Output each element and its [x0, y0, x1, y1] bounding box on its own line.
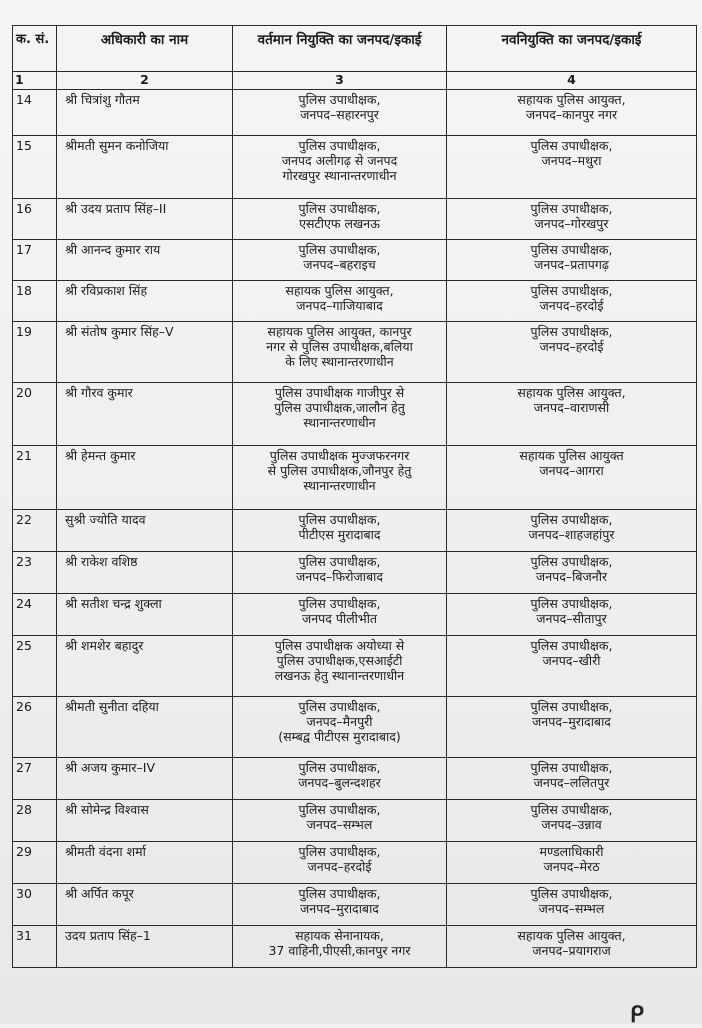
- current-posting-line: पुलिस उपाधीक्षक,: [298, 760, 381, 775]
- new-posting-line: जनपद–ललितपुर: [533, 775, 610, 790]
- current-posting-line: पुलिस उपाधीक्षक,: [298, 554, 381, 569]
- officer-name-cell: श्री संतोष कुमार सिंह–V: [57, 322, 233, 383]
- new-posting-cell: [447, 636, 697, 697]
- new-posting-cell: [447, 136, 697, 199]
- current-posting-cell: [233, 281, 447, 322]
- current-posting-line: पुलिस उपाधीक्षक गाजीपुर से: [274, 385, 405, 400]
- column-number-row: [13, 72, 697, 90]
- table-row: [13, 697, 697, 758]
- serial-number-cell: 18: [13, 281, 57, 322]
- current-posting-line: पुलिस उपाधीक्षक,: [298, 844, 381, 859]
- officer-name-cell: श्रीमती सुमन कनोजिया: [57, 136, 233, 199]
- table-row: [13, 240, 697, 281]
- current-posting-line: गोरखपुर स्थानान्तरणाधीन: [282, 168, 397, 183]
- new-posting-cell: [447, 697, 697, 758]
- current-posting-line: जनपद–बुलन्दशहर: [298, 775, 381, 790]
- current-posting-line: पुलिस उपाधीक्षक मुज्जफरनगर: [269, 448, 410, 463]
- new-posting-line: पुलिस उपाधीक्षक,: [530, 638, 613, 653]
- current-posting-line: स्थानान्तरणाधीन: [303, 478, 376, 493]
- serial-number-cell: 26: [13, 697, 57, 758]
- officer-name-cell: सुश्री ज्योति यादव: [57, 510, 233, 552]
- officer-name-cell: उदय प्रताप सिंह–1: [57, 926, 233, 968]
- current-posting-cell: [233, 758, 447, 800]
- new-posting-line: जनपद–शाहजहांपुर: [528, 527, 615, 542]
- serial-number-cell: 15: [13, 136, 57, 199]
- new-posting-cell: [447, 322, 697, 383]
- current-posting-line: पुलिस उपाधीक्षक,: [298, 242, 381, 257]
- table-row: [13, 90, 697, 136]
- new-posting-line: पुलिस उपाधीक्षक,: [530, 760, 613, 775]
- page-mark: ᑭ: [630, 1002, 644, 1028]
- current-posting-cell: [233, 697, 447, 758]
- column-number: 2: [57, 72, 233, 90]
- table-row: [13, 383, 697, 446]
- current-posting-cell: [233, 383, 447, 446]
- column-number: 1: [13, 72, 57, 90]
- serial-number-cell: 25: [13, 636, 57, 697]
- current-posting-cell: [233, 322, 447, 383]
- new-posting-line: पुलिस उपाधीक्षक,: [530, 512, 613, 527]
- header-serial: क. सं.: [13, 26, 57, 72]
- new-posting-cell: [447, 281, 697, 322]
- current-posting-line: पुलिस उपाधीक्षक अयोध्या से: [274, 638, 405, 653]
- current-posting-cell: [233, 636, 447, 697]
- serial-number-cell: 30: [13, 884, 57, 926]
- current-posting-line: जनपद–बहराइच: [303, 257, 376, 272]
- current-posting-line: जनपद पीलीभीत: [301, 611, 378, 626]
- current-posting-line: सहायक पुलिस आयुक्त, कानपुर: [267, 324, 412, 339]
- current-posting-cell: [233, 842, 447, 884]
- table-row: [13, 281, 697, 322]
- officer-name-cell: श्री राकेश वशिष्ठ: [57, 552, 233, 594]
- column-number: 3: [233, 72, 447, 90]
- current-posting-line: पुलिस उपाधीक्षक,: [298, 802, 381, 817]
- new-posting-cell: [447, 800, 697, 842]
- header-new-posting: नवनियुक्ति का जनपद/इकाई: [447, 26, 697, 72]
- new-posting-line: पुलिस उपाधीक्षक,: [530, 886, 613, 901]
- serial-number-cell: 20: [13, 383, 57, 446]
- serial-number-cell: 14: [13, 90, 57, 136]
- new-posting-line: पुलिस उपाधीक्षक,: [530, 324, 613, 339]
- table-row: [13, 926, 697, 968]
- new-posting-line: जनपद–हरदोई: [539, 298, 604, 313]
- table-row: [13, 594, 697, 636]
- officer-name-cell: श्री गौरव कुमार: [57, 383, 233, 446]
- header-row: [13, 26, 697, 72]
- officer-name-cell: श्रीमती सुनीता दहिया: [57, 697, 233, 758]
- current-posting-line: जनपद–हरदोई: [307, 859, 372, 874]
- new-posting-line: पुलिस उपाधीक्षक,: [530, 201, 613, 216]
- new-posting-cell: [447, 240, 697, 281]
- current-posting-cell: [233, 800, 447, 842]
- current-posting-line: सहायक पुलिस आयुक्त,: [285, 283, 394, 298]
- current-posting-cell: [233, 199, 447, 240]
- current-posting-line: जनपद–सहारनपुर: [300, 107, 379, 122]
- table-row: [13, 758, 697, 800]
- new-posting-line: सहायक पुलिस आयुक्त: [519, 448, 624, 463]
- officer-name-cell: श्री सोमेन्द्र विश्वास: [57, 800, 233, 842]
- current-posting-line: जनपद–सम्भल: [306, 817, 373, 832]
- new-posting-line: जनपद–मेरठ: [543, 859, 600, 874]
- new-posting-cell: [447, 446, 697, 510]
- new-posting-line: जनपद–उन्नाव: [541, 817, 602, 832]
- new-posting-line: सहायक पुलिस आयुक्त,: [517, 92, 626, 107]
- new-posting-line: सहायक पुलिस आयुक्त,: [517, 928, 626, 943]
- current-posting-cell: [233, 136, 447, 199]
- officer-name-cell: श्री चित्रांशु गौतम: [57, 90, 233, 136]
- serial-number-cell: 28: [13, 800, 57, 842]
- current-posting-cell: [233, 594, 447, 636]
- serial-number-cell: 17: [13, 240, 57, 281]
- serial-number-cell: 16: [13, 199, 57, 240]
- new-posting-line: जनपद–कानपुर नगर: [525, 107, 618, 122]
- new-posting-line: जनपद–मुरादाबाद: [532, 714, 611, 729]
- column-number: 4: [447, 72, 697, 90]
- officer-name-cell: श्री शमशेर बहादुर: [57, 636, 233, 697]
- new-posting-line: जनपद–हरदोई: [539, 339, 604, 354]
- new-posting-line: पुलिस उपाधीक्षक,: [530, 802, 613, 817]
- current-posting-line: नगर से पुलिस उपाधीक्षक,बलिया: [266, 339, 413, 354]
- new-posting-cell: [447, 90, 697, 136]
- new-posting-line: पुलिस उपाधीक्षक,: [530, 138, 613, 153]
- current-posting-cell: [233, 510, 447, 552]
- table-row: [13, 636, 697, 697]
- current-posting-line: एसटीएफ लखनऊ: [299, 216, 380, 231]
- current-posting-line: (सम्बद्व पीटीएस मुरादाबाद): [278, 729, 401, 744]
- current-posting-line: पीटीएस मुरादाबाद: [298, 527, 381, 542]
- current-posting-cell: [233, 240, 447, 281]
- current-posting-line: स्थानान्तरणाधीन: [303, 415, 376, 430]
- table-row: [13, 884, 697, 926]
- current-posting-line: पुलिस उपाधीक्षक,जालौन हेतु: [274, 400, 405, 415]
- serial-number-cell: 21: [13, 446, 57, 510]
- new-posting-cell: [447, 594, 697, 636]
- officer-name-cell: श्री अजय कुमार–IV: [57, 758, 233, 800]
- current-posting-line: पुलिस उपाधीक्षक,: [298, 92, 381, 107]
- new-posting-cell: [447, 758, 697, 800]
- current-posting-line: पुलिस उपाधीक्षक,: [298, 138, 381, 153]
- new-posting-line: जनपद–गोरखपुर: [534, 216, 609, 231]
- new-posting-line: जनपद–बिजनौर: [535, 569, 608, 584]
- new-posting-line: पुलिस उपाधीक्षक,: [530, 596, 613, 611]
- table-row: [13, 446, 697, 510]
- current-posting-line: जनपद–गाजियाबाद: [296, 298, 383, 313]
- officer-name-cell: श्री उदय प्रताप सिंह–II: [57, 199, 233, 240]
- current-posting-line: पुलिस उपाधीक्षक,: [298, 886, 381, 901]
- new-posting-line: पुलिस उपाधीक्षक,: [530, 699, 613, 714]
- header-officer-name: अधिकारी का नाम: [57, 26, 233, 72]
- current-posting-line: जनपद–मैनपुरी: [306, 714, 373, 729]
- current-posting-cell: [233, 884, 447, 926]
- officer-name-cell: श्री आनन्द कुमार राय: [57, 240, 233, 281]
- serial-number-cell: 24: [13, 594, 57, 636]
- officer-name-cell: श्री अर्पित कपूर: [57, 884, 233, 926]
- new-posting-line: मण्डलाधिकारी: [539, 844, 604, 859]
- new-posting-line: जनपद–खीरी: [542, 653, 601, 668]
- officer-name-cell: श्रीमती वंदना शर्मा: [57, 842, 233, 884]
- table-row: [13, 842, 697, 884]
- current-posting-line: लखनऊ हेतु स्थानान्तरणाधीन: [274, 668, 405, 683]
- current-posting-line: के लिए स्थानान्तरणाधीन: [285, 354, 394, 369]
- current-posting-line: से पुलिस उपाधीक्षक,जौनपुर हेतु: [267, 463, 412, 478]
- current-posting-line: सहायक सेनानायक,: [295, 928, 384, 943]
- new-posting-line: पुलिस उपाधीक्षक,: [530, 283, 613, 298]
- table-row: [13, 199, 697, 240]
- header-current-posting: वर्तमान नियुक्ति का जनपद/इकाई: [233, 26, 447, 72]
- new-posting-cell: [447, 926, 697, 968]
- new-posting-cell: [447, 842, 697, 884]
- new-posting-line: पुलिस उपाधीक्षक,: [530, 554, 613, 569]
- current-posting-line: पुलिस उपाधीक्षक,: [298, 699, 381, 714]
- table-row: [13, 552, 697, 594]
- new-posting-line: जनपद–सम्भल: [538, 901, 605, 916]
- current-posting-line: पुलिस उपाधीक्षक,: [298, 596, 381, 611]
- serial-number-cell: 22: [13, 510, 57, 552]
- new-posting-cell: [447, 199, 697, 240]
- new-posting-line: जनपद–मथुरा: [541, 153, 602, 168]
- new-posting-line: जनपद–सीतापुर: [536, 611, 607, 626]
- current-posting-line: जनपद अलीगढ़ से जनपद: [281, 153, 398, 168]
- table-row: [13, 510, 697, 552]
- current-posting-cell: [233, 552, 447, 594]
- current-posting-line: 37 वाहिनी,पीएसी,कानपुर नगर: [268, 943, 411, 958]
- new-posting-line: जनपद–आगरा: [539, 463, 604, 478]
- table-row: [13, 800, 697, 842]
- serial-number-cell: 23: [13, 552, 57, 594]
- officer-name-cell: श्री रविप्रकाश सिंह: [57, 281, 233, 322]
- new-posting-line: जनपद–प्रतापगढ़: [534, 257, 609, 272]
- new-posting-cell: [447, 884, 697, 926]
- new-posting-cell: [447, 383, 697, 446]
- new-posting-cell: [447, 552, 697, 594]
- new-posting-line: पुलिस उपाधीक्षक,: [530, 242, 613, 257]
- current-posting-line: पुलिस उपाधीक्षक,: [298, 201, 381, 216]
- new-posting-cell: [447, 510, 697, 552]
- officer-name-cell: श्री हेमन्त कुमार: [57, 446, 233, 510]
- current-posting-cell: [233, 926, 447, 968]
- new-posting-line: जनपद–वाराणसी: [533, 400, 610, 415]
- current-posting-line: पुलिस उपाधीक्षक,: [298, 512, 381, 527]
- current-posting-line: जनपद–मुरादाबाद: [300, 901, 379, 916]
- transfer-table: [12, 25, 697, 968]
- table-row: [13, 136, 697, 199]
- serial-number-cell: 29: [13, 842, 57, 884]
- serial-number-cell: 27: [13, 758, 57, 800]
- current-posting-line: जनपद–फिरोजाबाद: [296, 569, 383, 584]
- table-row: [13, 322, 697, 383]
- current-posting-line: पुलिस उपाधीक्षक,एसआईटी: [276, 653, 403, 668]
- current-posting-cell: [233, 446, 447, 510]
- new-posting-line: जनपद–प्रयागराज: [532, 943, 611, 958]
- new-posting-line: सहायक पुलिस आयुक्त,: [517, 385, 626, 400]
- serial-number-cell: 19: [13, 322, 57, 383]
- officer-name-cell: श्री सतीश चन्द्र शुक्ला: [57, 594, 233, 636]
- current-posting-cell: [233, 90, 447, 136]
- serial-number-cell: 31: [13, 926, 57, 968]
